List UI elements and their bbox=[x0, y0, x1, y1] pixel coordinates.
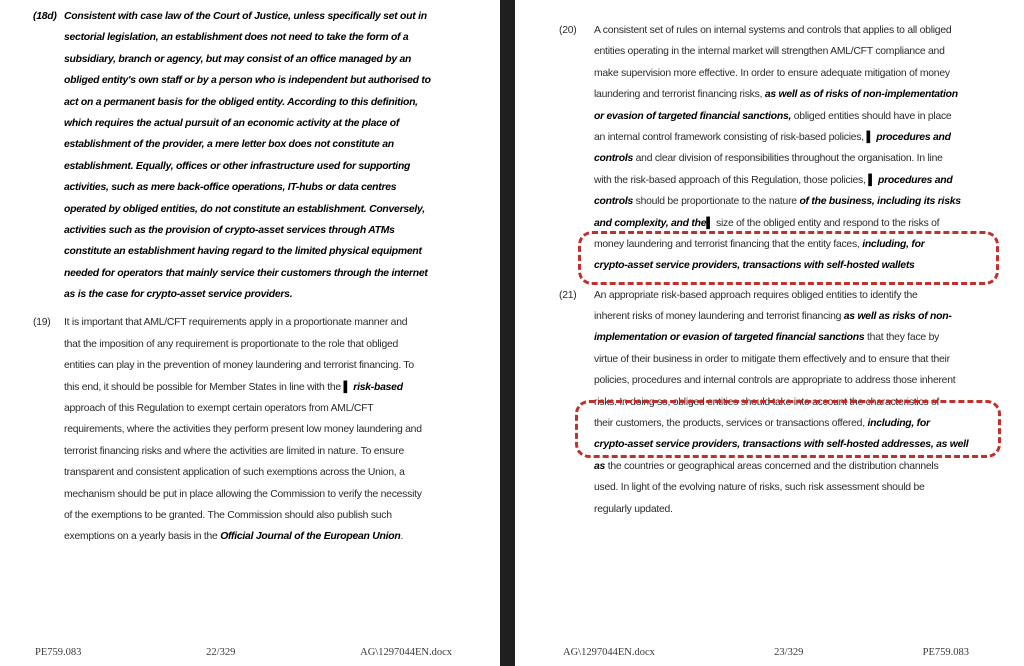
text-segment: including, for bbox=[862, 238, 925, 250]
page-right-footer bbox=[515, 647, 1024, 658]
text-segment: controls bbox=[594, 153, 633, 165]
text-line bbox=[64, 220, 500, 241]
text-segment: which requires the actual pursuit of an economic activity at the place of bbox=[64, 117, 400, 129]
text-line bbox=[64, 92, 500, 113]
text-segment: should be proportionate to the nature bbox=[633, 196, 800, 208]
text-segment: An appropriate risk-based approach requires obliged entities to identify the bbox=[594, 289, 918, 301]
text-line bbox=[64, 177, 500, 198]
text-segment: It is important that AML/CFT requirements apply in a proportionate manner and bbox=[64, 317, 408, 329]
text-segment: . bbox=[400, 531, 404, 543]
text-segment: of the exemptions to be granted. The Commission should also publish such bbox=[64, 509, 392, 521]
text-line bbox=[64, 263, 500, 284]
text-line bbox=[594, 255, 1024, 276]
text-segment: establishment. Equally, offices or other infrastructure used for supporting bbox=[64, 160, 411, 172]
text-line bbox=[594, 349, 1024, 370]
text-line bbox=[594, 327, 1024, 348]
text-segment: virtue of their business in order to mitigate them effectively and to ensure that their bbox=[594, 353, 950, 365]
text-line bbox=[594, 413, 1024, 434]
text-line bbox=[64, 355, 500, 376]
text-segment: make supervision more effective. In order to ensure adequate mitigation of money bbox=[594, 67, 950, 79]
text-segment: risk-based bbox=[350, 381, 403, 393]
text-line bbox=[64, 241, 500, 262]
text-segment: terrorist financing risks and where the activities are limited in nature. To ensure bbox=[64, 445, 405, 457]
text-segment: establishment of the provider, a mere letter box does not constitute an bbox=[64, 139, 394, 151]
text-segment: and complexity, and the bbox=[594, 217, 707, 229]
text-line bbox=[594, 20, 1024, 41]
text-segment: as is the case for crypto-asset service providers. bbox=[64, 289, 293, 301]
text-segment: operated by obliged entities, do not constitute an establishment. Conversely, bbox=[64, 203, 425, 215]
paragraph-19 bbox=[33, 312, 500, 547]
text-segment: an internal control framework consisting of risk-based policies, bbox=[594, 131, 867, 143]
text-line bbox=[594, 434, 1024, 455]
text-line bbox=[594, 84, 1024, 105]
text-segment: or evasion of targeted financial sanctions, bbox=[594, 110, 792, 122]
text-segment: entities operating in the internal market will strengthen AML/CFT compliance and bbox=[594, 46, 945, 58]
text-segment: with the risk-based approach of this Regulation, those policies, bbox=[594, 174, 869, 186]
footer-doc-reference: PE759.083 bbox=[35, 647, 82, 658]
paragraph-20 bbox=[559, 20, 1024, 277]
text-segment: that they face by bbox=[864, 332, 940, 344]
text-segment: act on a permanent basis for the obliged entity. According to this definition, bbox=[64, 96, 418, 108]
text-segment: crypto-asset service providers, transactions with self-hosted wallets bbox=[594, 260, 915, 272]
text-line bbox=[64, 113, 500, 134]
text-line bbox=[594, 127, 1024, 148]
text-segment: constitute an establishment having regard to the limited physical equipment bbox=[64, 246, 422, 258]
text-line bbox=[64, 134, 500, 155]
text-line bbox=[594, 213, 1024, 234]
text-line bbox=[594, 106, 1024, 127]
text-segment: that the imposition of any requirement is proportionate to the role that obliged bbox=[64, 338, 399, 350]
text-segment: and clear division of responsibilities throughout the organisation. In line bbox=[633, 153, 943, 165]
text-segment: including, for bbox=[867, 418, 930, 430]
text-segment: A consistent set of rules on internal systems and controls that applies to all obliged bbox=[594, 25, 952, 36]
paragraph-number: (18d) bbox=[33, 11, 57, 22]
text-line bbox=[594, 477, 1024, 498]
text-segment: controls bbox=[594, 196, 633, 208]
amendment-bar-icon: ▌ bbox=[343, 381, 351, 393]
footer-file-name: AG\1297044EN.docx bbox=[360, 647, 452, 658]
text-segment: the countries or geographical areas concerned and the distribution channels bbox=[605, 460, 939, 472]
text-line bbox=[64, 27, 500, 48]
text-line bbox=[594, 306, 1024, 327]
text-line bbox=[594, 63, 1024, 84]
page-left-footer bbox=[0, 647, 500, 658]
text-line bbox=[64, 484, 500, 505]
text-segment: of the business, including its risks bbox=[799, 196, 961, 208]
text-segment: as well as of risks of non-implementation bbox=[764, 89, 958, 101]
text-segment: transparent and consistent application of such exemptions across the Union, a bbox=[64, 467, 405, 479]
text-segment: policies, procedures and internal controls are appropriate to address those inherent bbox=[594, 375, 956, 387]
text-segment: procedures and bbox=[875, 174, 953, 186]
paragraph-text bbox=[594, 20, 1024, 277]
footer-file-name: AG\1297044EN.docx bbox=[563, 647, 655, 658]
text-segment: procedures and bbox=[873, 131, 951, 143]
text-line bbox=[64, 6, 500, 27]
footer-page-number: 22/329 bbox=[206, 647, 236, 658]
text-segment: Official Journal of the European Union bbox=[220, 531, 401, 543]
text-line bbox=[64, 49, 500, 70]
text-segment: as bbox=[594, 460, 606, 472]
paragraph-18d bbox=[33, 6, 500, 305]
text-segment: entities can play in the prevention of money laundering and terrorist financing. To bbox=[64, 360, 414, 372]
paragraph-text bbox=[64, 312, 500, 547]
text-segment: sectorial legislation, an establishment does not need to take the form of a bbox=[64, 32, 409, 44]
amendment-bar-icon: ▌ bbox=[866, 131, 874, 143]
text-segment: subsidiary, branch or agency, but may consist of an office managed by an bbox=[64, 53, 412, 65]
footer-page-number: 23/329 bbox=[774, 647, 804, 658]
text-line bbox=[64, 156, 500, 177]
text-segment: exemptions on a yearly basis in the bbox=[64, 531, 221, 543]
page-left-body bbox=[33, 6, 500, 555]
text-segment: risks. In doing so, obliged entities should take into account the characteristics of bbox=[594, 396, 940, 408]
text-segment: mechanism should be put in place allowing the Commission to verify the necessity bbox=[64, 488, 422, 500]
text-line bbox=[64, 419, 500, 440]
text-segment: used. In light of the evolving nature of risks, such risk assessment should be bbox=[594, 482, 925, 494]
text-line bbox=[64, 70, 500, 91]
text-segment: their customers, the products, services or transactions offered, bbox=[594, 418, 868, 430]
paragraph-text bbox=[64, 6, 500, 305]
text-line bbox=[64, 377, 500, 398]
text-line bbox=[594, 234, 1024, 255]
text-segment: as well as risks of non- bbox=[843, 311, 952, 323]
text-segment: activities, such as mere back-office operations, IT-hubs or data centres bbox=[64, 182, 397, 194]
paragraph-21 bbox=[559, 285, 1024, 520]
paragraph-number: (21) bbox=[559, 289, 577, 301]
text-line bbox=[64, 334, 500, 355]
text-line bbox=[594, 148, 1024, 169]
text-segment: money laundering and terrorist financing that the entity faces, bbox=[594, 238, 863, 250]
amendment-bar-icon: ▌ bbox=[868, 174, 876, 186]
text-segment: size of the obliged entity and respond to the risks of bbox=[713, 217, 940, 229]
text-segment: approach of this Regulation to exempt certain operators from AML/CFT bbox=[64, 403, 374, 415]
text-segment: activities such as the provision of crypto-asset services through ATMs bbox=[64, 224, 395, 236]
text-line bbox=[64, 441, 500, 462]
text-segment: this end, it should be possible for Member States in line with the bbox=[64, 381, 344, 393]
text-segment: needed for operators that mainly service their customers through the internet bbox=[64, 267, 428, 279]
text-line bbox=[64, 199, 500, 220]
text-line bbox=[594, 285, 1024, 306]
text-line bbox=[64, 284, 500, 305]
text-segment: requirements, where the activities they perform present low money laundering and bbox=[64, 424, 422, 436]
paragraph-number: (20) bbox=[559, 25, 577, 36]
amendment-bar-icon: ▌ bbox=[706, 217, 714, 229]
text-line bbox=[64, 526, 500, 547]
text-line bbox=[594, 170, 1024, 191]
text-line bbox=[64, 312, 500, 333]
page-gutter-divider bbox=[500, 0, 515, 666]
text-segment: implementation or evasion of targeted financial sanctions bbox=[594, 332, 865, 344]
text-line bbox=[594, 41, 1024, 62]
paragraph-number: (19) bbox=[33, 317, 51, 329]
page-left bbox=[0, 0, 500, 666]
text-line bbox=[594, 392, 1024, 413]
paragraph-text bbox=[594, 285, 1024, 520]
text-segment: laundering and terrorist financing risks, bbox=[594, 89, 765, 101]
text-line bbox=[64, 398, 500, 419]
text-segment: obliged entities should have in place bbox=[791, 110, 952, 122]
text-line bbox=[594, 456, 1024, 477]
text-line bbox=[64, 505, 500, 526]
text-segment: Consistent with case law of the Court of Justice, unless specifically set out in bbox=[64, 11, 427, 22]
footer-doc-reference: PE759.083 bbox=[922, 647, 969, 658]
text-segment: regularly updated. bbox=[594, 503, 673, 515]
text-line bbox=[594, 191, 1024, 212]
page-right bbox=[515, 0, 1024, 666]
text-segment: crypto-asset service providers, transactions with self-hosted addresses, as well bbox=[594, 439, 969, 451]
text-line bbox=[594, 370, 1024, 391]
text-segment: inherent risks of money laundering and terrorist financing bbox=[594, 311, 844, 323]
text-line bbox=[64, 462, 500, 483]
page-right-body bbox=[559, 20, 1024, 528]
text-line bbox=[594, 499, 1024, 520]
text-segment: obliged entity's own staff or by a person who is independent but authorised to bbox=[64, 75, 431, 87]
